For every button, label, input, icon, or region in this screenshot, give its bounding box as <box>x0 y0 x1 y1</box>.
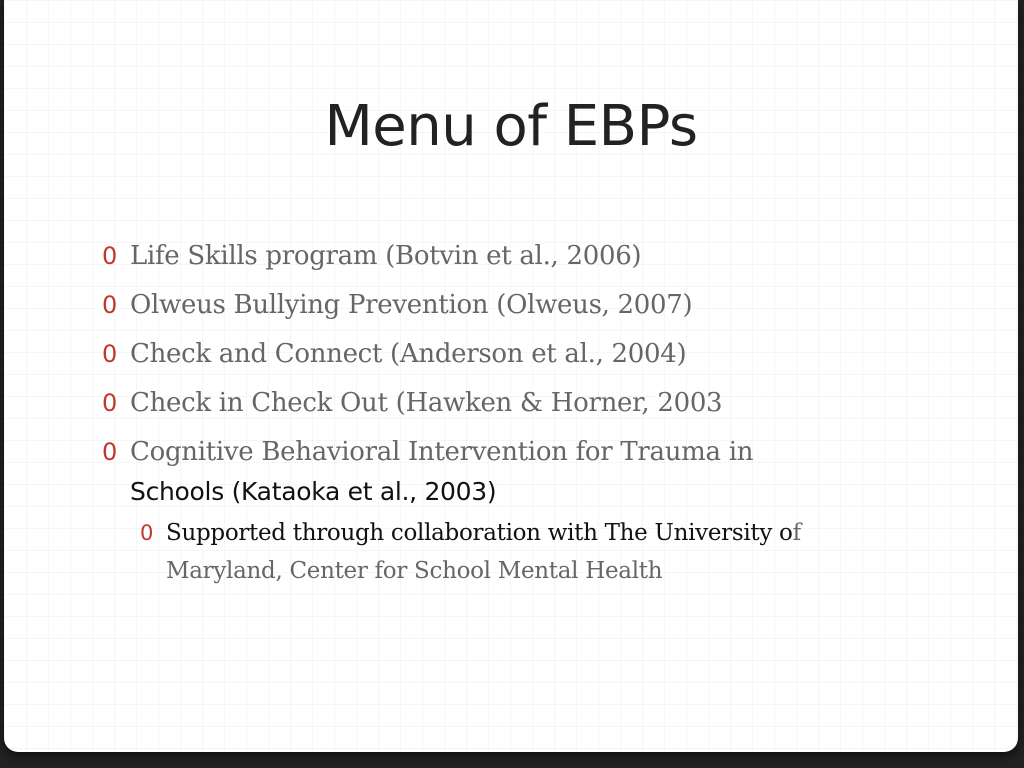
bullet-item <box>102 236 922 276</box>
bullet-item <box>102 285 922 325</box>
sub-bullet-text-dark: Supported through collaboration with The University o <box>166 520 793 546</box>
bullet-marker-icon: 0 <box>102 438 117 466</box>
bullet-text: Check and Connect (Anderson et al., 2004) <box>130 339 687 369</box>
bullet-item <box>102 432 922 590</box>
bullet-text-line2: Schools (Kataoka et al., 2003) <box>130 477 497 506</box>
bullet-item <box>102 383 922 423</box>
bullet-marker-icon: 0 <box>102 291 117 319</box>
bullet-marker-icon: 0 <box>102 340 117 368</box>
bullet-list <box>102 236 922 599</box>
slide-title: Menu of EBPs <box>324 94 698 159</box>
slide <box>4 0 1018 752</box>
sub-bullet-text-light: f Maryland, Center for School Mental Health <box>166 520 801 584</box>
sub-bullet-item <box>140 514 922 590</box>
bullet-marker-icon: 0 <box>102 242 117 270</box>
bullet-item <box>102 334 922 374</box>
bullet-text: Olweus Bullying Prevention (Olweus, 2007) <box>130 290 693 320</box>
sub-bullet-list <box>140 514 922 590</box>
sub-bullet-marker-icon: 0 <box>140 521 154 545</box>
bullet-text-line1: Cognitive Behavioral Intervention for Trauma in <box>130 437 754 467</box>
bullet-text: Life Skills program (Botvin et al., 2006) <box>130 241 642 271</box>
bullet-marker-icon: 0 <box>102 389 117 417</box>
bullet-text: Check in Check Out (Hawken & Horner, 2003 <box>130 388 723 418</box>
